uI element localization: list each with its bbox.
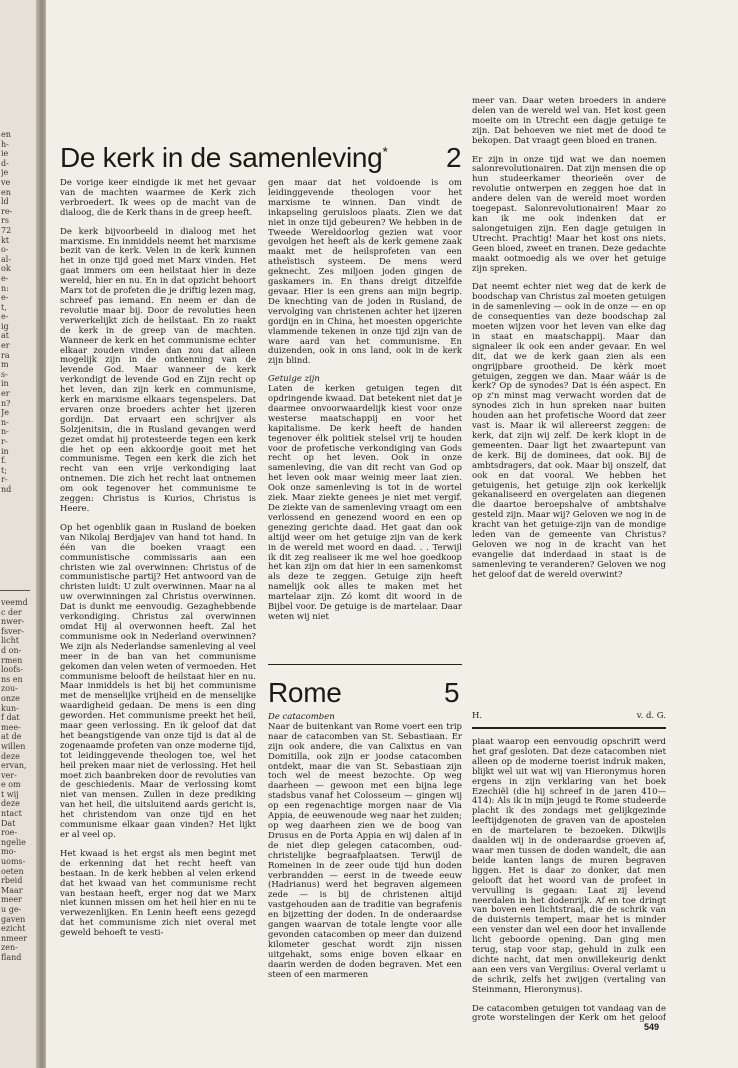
previous-page-rule xyxy=(0,590,30,591)
article1-column-1 xyxy=(60,179,256,1019)
previous-page-fragment: veemd xyxy=(1,598,28,607)
previous-page-fragment: oeten xyxy=(1,866,24,876)
previous-page-fragment: ve xyxy=(1,177,11,187)
previous-page-fragment: gaven xyxy=(1,914,26,924)
previous-page-fragment: ok xyxy=(1,264,11,274)
previous-page-fragment: en xyxy=(1,187,11,197)
article1-col3-paragraph: Dat neemt echter niet weg dat de kerk de boodschap van Christus zal moeten getuigen in de samenleving — ook in de onze — en op de consequenties van deze boodschap zal moeten wijzen voor het leven van elke dag in staat en maatschappij. Maar dan signaleer ik ook een ander gevaar. En wel dit, dat we de kerk gaan zien als een ongrijpbare grootheid. De kèrk moet getuigen, zeggen we dan. Maar wáár is de kerk? Op de synodes? Dat is één aspect. En op z'n minst mag verwacht worden dat de synodes zich in hun spreken naar buiten houden aan het profetische Woord dat zeer vast is. Maar ik wil allereerst zeggen: de kerk, dat zijn wij zelf. De kerk klopt in de gemeenten. Daar ligt het zwaartepunt van de kerk. Bij de dominees, dat ook. Bij de ambtsdragers, dat ook. Maar bij onszelf, dat ook en dat vooral. We hebben het getuigenis, het getuige zijn ook kerkelijk gekanaliseerd en overgelaten aan diegenen die daartoe beroepshalve of ambtshalve gesteld zijn. Maar wij? Geloven we nog in de kracht van het getuige-zijn van de mondige leden van de gemeente van Christus? Geloven we nog in de kracht van het evangelie dat inderdaad in staat is de samenleving te veranderen? Geloven we nog het geloof dat de wereld overwint? xyxy=(472,282,666,580)
previous-page-fragment: r- xyxy=(1,437,8,446)
magazine-page xyxy=(46,0,738,1068)
previous-page-fragment: ie xyxy=(1,149,9,159)
previous-page-fragment: mee- xyxy=(1,722,21,732)
previous-page-fragment: re- xyxy=(1,206,13,216)
article1-column-2 xyxy=(268,179,462,661)
previous-page-fragment: e- xyxy=(1,312,9,322)
previous-page-fragment: d on- xyxy=(1,645,22,655)
article2-subheading: De catacomben xyxy=(268,713,335,722)
previous-page-fragment: licht xyxy=(1,636,19,646)
article2-number: 5 xyxy=(444,677,460,708)
previous-page-fragment: c der xyxy=(1,607,22,617)
previous-page-fragment: deze xyxy=(1,751,20,761)
previous-page-fragment: fland xyxy=(1,952,22,962)
previous-page-fragment: f dat xyxy=(1,713,20,723)
previous-page-fragment: ra xyxy=(1,350,10,360)
previous-page-fragment: kt xyxy=(1,235,10,245)
previous-page-fragment: er xyxy=(1,389,10,399)
previous-page-fragment: n- xyxy=(1,417,9,427)
previous-page-fragment: al- xyxy=(1,254,12,264)
previous-page-fragment: e- xyxy=(1,273,9,283)
previous-page-fragment: loofs- xyxy=(1,665,23,675)
previous-page-fragment: n? xyxy=(1,398,11,408)
previous-page-fragment: r- xyxy=(1,475,8,485)
article1-col2b-paragraph: Laten de kerken getuigen tegen dit opdringende kwaad. Dat betekent niet dat je daarmee onvoorwaardelijk kiest voor onze westerse maatschappij en voor het kapitalisme. De kerk heeft de handen tegenover élk politiek stelsel vrij te houden voor de profetische verkondiging van Gods recht op het leven. Ook in onze samenleving, die van dit recht van God op het leven ook maar weinig meer laat zien. Ook onze samenleving is tot in de wortel ziek. Maar ziekte genees je niet met vergif. De ziekte van de samenleving vraagt om een verlossend en genezend woord en een op genezing gerichte daad. Het gaat dan ook altijd weer om het getuige zijn van de kerk in de wereld met woord en daad. . . Terwijl ik dit zeg realiseer ik me wel hoe goedkoop het kan zijn om dat hier in een samenkomst als deze te zeggen. Getuige zijn heeft namelijk ook alles te maken met het martelaar zijn. Zó komt dit woord in de Bijbel voor. De getuige is de martelaar. Daar weten wij niet xyxy=(268,384,462,622)
previous-page-fragment: fsver- xyxy=(1,626,24,636)
article2-column-3 xyxy=(472,738,666,1022)
previous-page-fragment: je xyxy=(1,168,9,178)
previous-page-fragment: n: xyxy=(1,283,9,293)
signature-initial: H. xyxy=(472,711,483,721)
previous-page-fragment: deze xyxy=(1,799,20,809)
previous-page-fragment: er xyxy=(1,341,10,351)
previous-page-text-lower xyxy=(1,598,35,963)
previous-page-fragment: uoms- xyxy=(1,857,26,867)
article2-col3-paragraph: plaat waarop een eenvoudig opschrift werd het graf gesloten. Dat deze catacomben niet alleen op de moderne toerist indruk maken, blijkt wel uit wat wij van Hieronymus horen ergens in zijn verklaring van het boek Ezechiël (die hij schreef in de jaren 410—414): Als ik in mijn jeugd te Rome studeerde placht ik des zondags met gelijkgezinde leeftijdgenoten de graven van de apostelen en de martelaren te bezoeken. Dikwijls daalden wij in de onderaardse groeven af, waar men tussen de doden wandelt, die aan beide kanten langs de muren begraven liggen. Het is daar zo donker, dat men gelooft dat het woord van de profeet in vervulling is gegaan: Laat zij levend neerdalen in het dodenrijk. Af en toe dringt van boven een lichtstraal, die de schrik van de duisternis tempert, maar het is minder een venster dan wel een door het invallende licht geboorde opening. Dan ging men terug, stap voor stap, gehuld in zulk een dichte nacht, dat men onwillekeurig denkt aan een vers van Vergilius: Overal verlamt u de schrik, zelfs het zwijgen (vertaling van Steinmann, Hieronymus). xyxy=(472,738,666,995)
previous-page-fragment: in xyxy=(1,379,9,389)
previous-page-fragment: Je xyxy=(1,408,9,418)
article2-title: Rome xyxy=(268,677,342,708)
previous-page-fragment: ns en xyxy=(1,674,23,684)
previous-page-fragment: at xyxy=(1,331,9,341)
article1-col3-paragraph: Er zijn in onze tijd wat we dan noemen salonrevolutionairen. Dat zijn mensen die op hun studeerkamer theorieën over de revolutie ontwerpen en zeggen hoe dat in andere delen van de wereld moet worden toegepast. Salonrevolutionairen! Maar zo kan ik me ook indenken dat er salongetuigen zijn. Een dagje getuigen in Utrecht. Prachtig! Maar het kost ons niets. Geen bloed, zweet en tranen. Deze gedachte maakt ootmoedig als we over het getuige zijn spreken. xyxy=(472,154,666,274)
article1-signature xyxy=(472,711,666,721)
previous-page-fragment: nd xyxy=(1,484,12,494)
previous-page-fragment: 72 xyxy=(1,225,12,235)
previous-page-fragment: rs xyxy=(1,216,9,226)
previous-page-edge xyxy=(0,0,40,1068)
previous-page-fragment: s- xyxy=(1,369,8,379)
previous-page-fragment: kun- xyxy=(1,703,19,713)
previous-page-fragment: n- xyxy=(1,427,9,437)
previous-page-fragment: e om xyxy=(1,780,21,790)
previous-page-fragment: rmen xyxy=(1,655,23,665)
previous-page-fragment: ig xyxy=(1,321,9,331)
previous-page-fragment: nwer- xyxy=(1,617,25,627)
previous-page-fragment: o- xyxy=(1,245,9,255)
article1-col1-paragraph: Het kwaad is het ergst als men begint met de erkenning dat het recht heeft van bestaan. In de kerk hebben al velen erkend dat het kwaad van het communisme recht van bestaan heeft, erger nog dat we Marx niet kunnen missen om het heil hier en nu te verwezenlijken. En Lenin heeft eens gezegd dat het communisme zich niet overal met geweld behoeft te vesti- xyxy=(60,848,256,939)
previous-page-fragment: ervan, xyxy=(1,761,27,771)
previous-page-fragment: t wij xyxy=(1,789,19,799)
column-rule xyxy=(472,727,666,729)
previous-page-fragment: en xyxy=(1,130,11,139)
previous-page-fragment: zou- xyxy=(1,684,18,694)
previous-page-fragment: meer xyxy=(1,895,22,905)
previous-page-fragment: ngelie xyxy=(1,837,26,847)
previous-page-fragment: t, xyxy=(1,302,7,312)
previous-page-fragment: u ge- xyxy=(1,905,22,914)
previous-page-fragment: mo- xyxy=(1,847,17,857)
previous-page-fragment: Dat xyxy=(1,818,16,828)
previous-page-fragment: ntact xyxy=(1,809,22,819)
previous-page-fragment: zen- xyxy=(1,943,18,953)
article1-col3-paragraph: meer van. Daar weten broeders in andere delen van de wereld wel van. Het kost geen moeite om in Utrecht een dagje getuige te zijn. Dat behoeven we niet met de dood te bekopen. Dat vraagt geen bloed en tranen. xyxy=(472,97,666,146)
page-number: 549 xyxy=(644,1022,660,1032)
previous-page-fragment: ver- xyxy=(1,770,17,780)
previous-page-fragment: willen xyxy=(1,741,26,751)
article1-col1-paragraph: Op het ogenblik gaan in Rusland de boeken van Nikolaj Berdjajev van hand tot hand. In één van die boeken vraagt een communistische commissaris aan een christen wie zal overwinnen: Christus of de communistische partij? Het antwoord van de christen luidt: U zult overwinnen. Maar na al uw overwinningen zal Christus overwinnen. Dat is dunkt me eenvoudig. Gezaghebbende verkondiging. Christus zal overwinnen omdat Hij al overwonnen heeft. Zal het communisme ook in Nederland overwinnen? We zijn als Nederlandse samenleving al veel meer in de ban van het communisme gekomen dan velen weten of vermoeden. Het communisme belooft de heilstaat hier en nu. Maar inmiddels is het bij het communisme met de menselijke vrijheid en de menselijke waardigheid gedaan. De mens is een ding geworden. Het communisme preekt het heil, maar geen verlossing. En ik geloof dat dat het beangstigende van onze tijd is dat al de zogenaamde profeten van onze moderne tijd, tot leidinggevende theologen toe, wel het heil preken maar niet de verlossing. Het heil moet zich baanbreken door de revoluties van de geschiedenis. Maar de verlossing komt niet van mensen. Zullen in deze prediking van het heil, die uitsluitend aards gericht is, het christendom van onze tijd en het communisme elkaar gaan vinden? Het lijkt er al veel op. xyxy=(60,522,256,840)
article1-number: 2 xyxy=(446,142,462,173)
previous-page-fragment: ld xyxy=(1,197,9,207)
article2-col2-paragraph: Naar de buitenkant van Rome voert een trip naar de catacomben van St. Sebastiaan. Er zijn ook andere, die van Calixtus en van Domitilla, ook zijn er joodse catacomben ontdekt, maar die van St. Sebastiaan zijn toch wel de meest bezochte. Op weg daarheen — gewoon met een bijna lege stadsbus vanaf het Colosseum — gingen wij op een regenachtige morgen naar de Via Appia, de eeuwenoude weg naar het zuiden; op weg daarheen zien we de boog van Drusus en de Porta Appia en wij dalen af in de niet diep gelegen catacomben, oud-christelijke begraafplaatsen. Terwijl de Romeinen in de zeer oude tijd hun doden verbrandden — eerst in de tweede eeuw (Hadrianus) werd het begraven algemeen zede — is bij de christenen altijd vastgehouden aan de traditie van begrafenis en bijzetting der doden. In de onderaardse gangen waarvan de totale lengte voor alle gevonden catacomben op meer dan duizend kilometer geschat wordt zijn nissen uitgehakt, soms enige boven elkaar en daarin werden de doden begraven. Met een steen of een marmeren xyxy=(268,721,462,980)
previous-page-fragment: roe- xyxy=(1,828,18,838)
previous-page-fragment: Maar xyxy=(1,885,23,895)
article2-column-2 xyxy=(268,713,462,1023)
previous-page-fragment: m xyxy=(1,360,9,370)
previous-page-fragment: t; xyxy=(1,465,7,475)
article2-col3-paragraph: De catacomben getuigen tot vandaag van de grote worstelingen der Kerk om het geloof xyxy=(472,1003,666,1022)
article1-col2-paragraph: gen maar dat het voldoende is om leidinggevende theologen voor het marxisme te winnen. Dan vindt de inkapseling geruisloos plaats. Zien we dat niet in onze tijd gebeuren? We hebben in de Tweede Wereldoorlog gezien wat voor gevolgen het heeft als de kerk gemene zaak maakt met de heilsprofeten van een atheïstisch systeem. De mens werd geknecht. Zes miljoen joden gingen de gaskamers in. En thans dreigt ditzelfde gevaar. Hier is een grens aan mijn begrip. De knechting van de joden in Rusland, de vervolging van christenen achter het ijzeren gordijn en in China, het moesten opgerichte vlammende tekenen in onze tijd zijn van de ware aard van het communisme. En duizenden, ook in ons land, ook in de kerk zijn blind. xyxy=(268,179,462,367)
previous-page-fragment: nmeer xyxy=(1,933,28,943)
previous-page-fragment: onze xyxy=(1,693,20,703)
article1-col1-paragraph: De vorige keer eindigde ik met het gevaar van de machten waarmee de Kerk zich verbroedert. Ik wees op de macht van de dialoog, die de Kerk thans in de greep heeft. xyxy=(60,179,256,218)
previous-page-fragment: e- xyxy=(1,293,9,303)
article1-column-3 xyxy=(472,97,666,717)
article1-title: De kerk in de samenleving* xyxy=(60,142,388,173)
previous-page-text-upper xyxy=(1,130,35,495)
previous-page-fragment: at de xyxy=(1,732,22,742)
previous-page-fragment: f. xyxy=(1,456,7,466)
article1-subheading: Getuige zijn xyxy=(268,374,320,385)
previous-page-fragment: ezicht xyxy=(1,924,26,934)
article1-col1-paragraph: De kerk bijvoorbeeld in dialoog met het marxisme. En inmiddels neemt het marxisme bezit van de kerk. Velen in de kerk kunnen het in onze tijd goed met Marx vinden. Het gaat immers om een heilstaat hier in deze wereld, hier en nu. En in dat opzicht behoort Marx tot de profeten die je driftig lezen mag, schreef pas iemand. En neem er dan de revolutie maar bij. Door de revoluties heen verwerkelijkt zich de heilstaat. En zo raakt de kerk in de greep van de machten. Wanneer de kerk en het communisme echter elkaar zouden vinden dan zou dat alleen mogelijk zijn in de ontkenning van de levende God. Maar wanneer de kerk verkondigt de levende God en Zijn recht op het leven, dan zijn kerk en communisme, kerk en marxisme elkaars tegenspelers. Dat ervaren onze broeders achter het ijzeren gordijn. Dat ervaart een schrijver als Solzjenitsin, die in Rusland gevangen werd gezet omdat hij protesteerde tegen een kerk die het op een akkoordje gooit met het communisme. Tegen een kerk die zich het recht van een vrije verkondiging laat ontnemen. Die zich het recht laat ontnemen om ook tegenover het communisme te zeggen: Christus is Kurios, Christus is Heere. xyxy=(60,226,256,514)
previous-page-fragment: rbeid xyxy=(1,876,23,886)
previous-page-fragment: in xyxy=(1,446,9,456)
article2-rule xyxy=(268,664,462,665)
previous-page-fragment: h- xyxy=(1,139,9,149)
previous-page-fragment: d- xyxy=(1,158,9,168)
signature-author: v. d. G. xyxy=(636,711,666,721)
